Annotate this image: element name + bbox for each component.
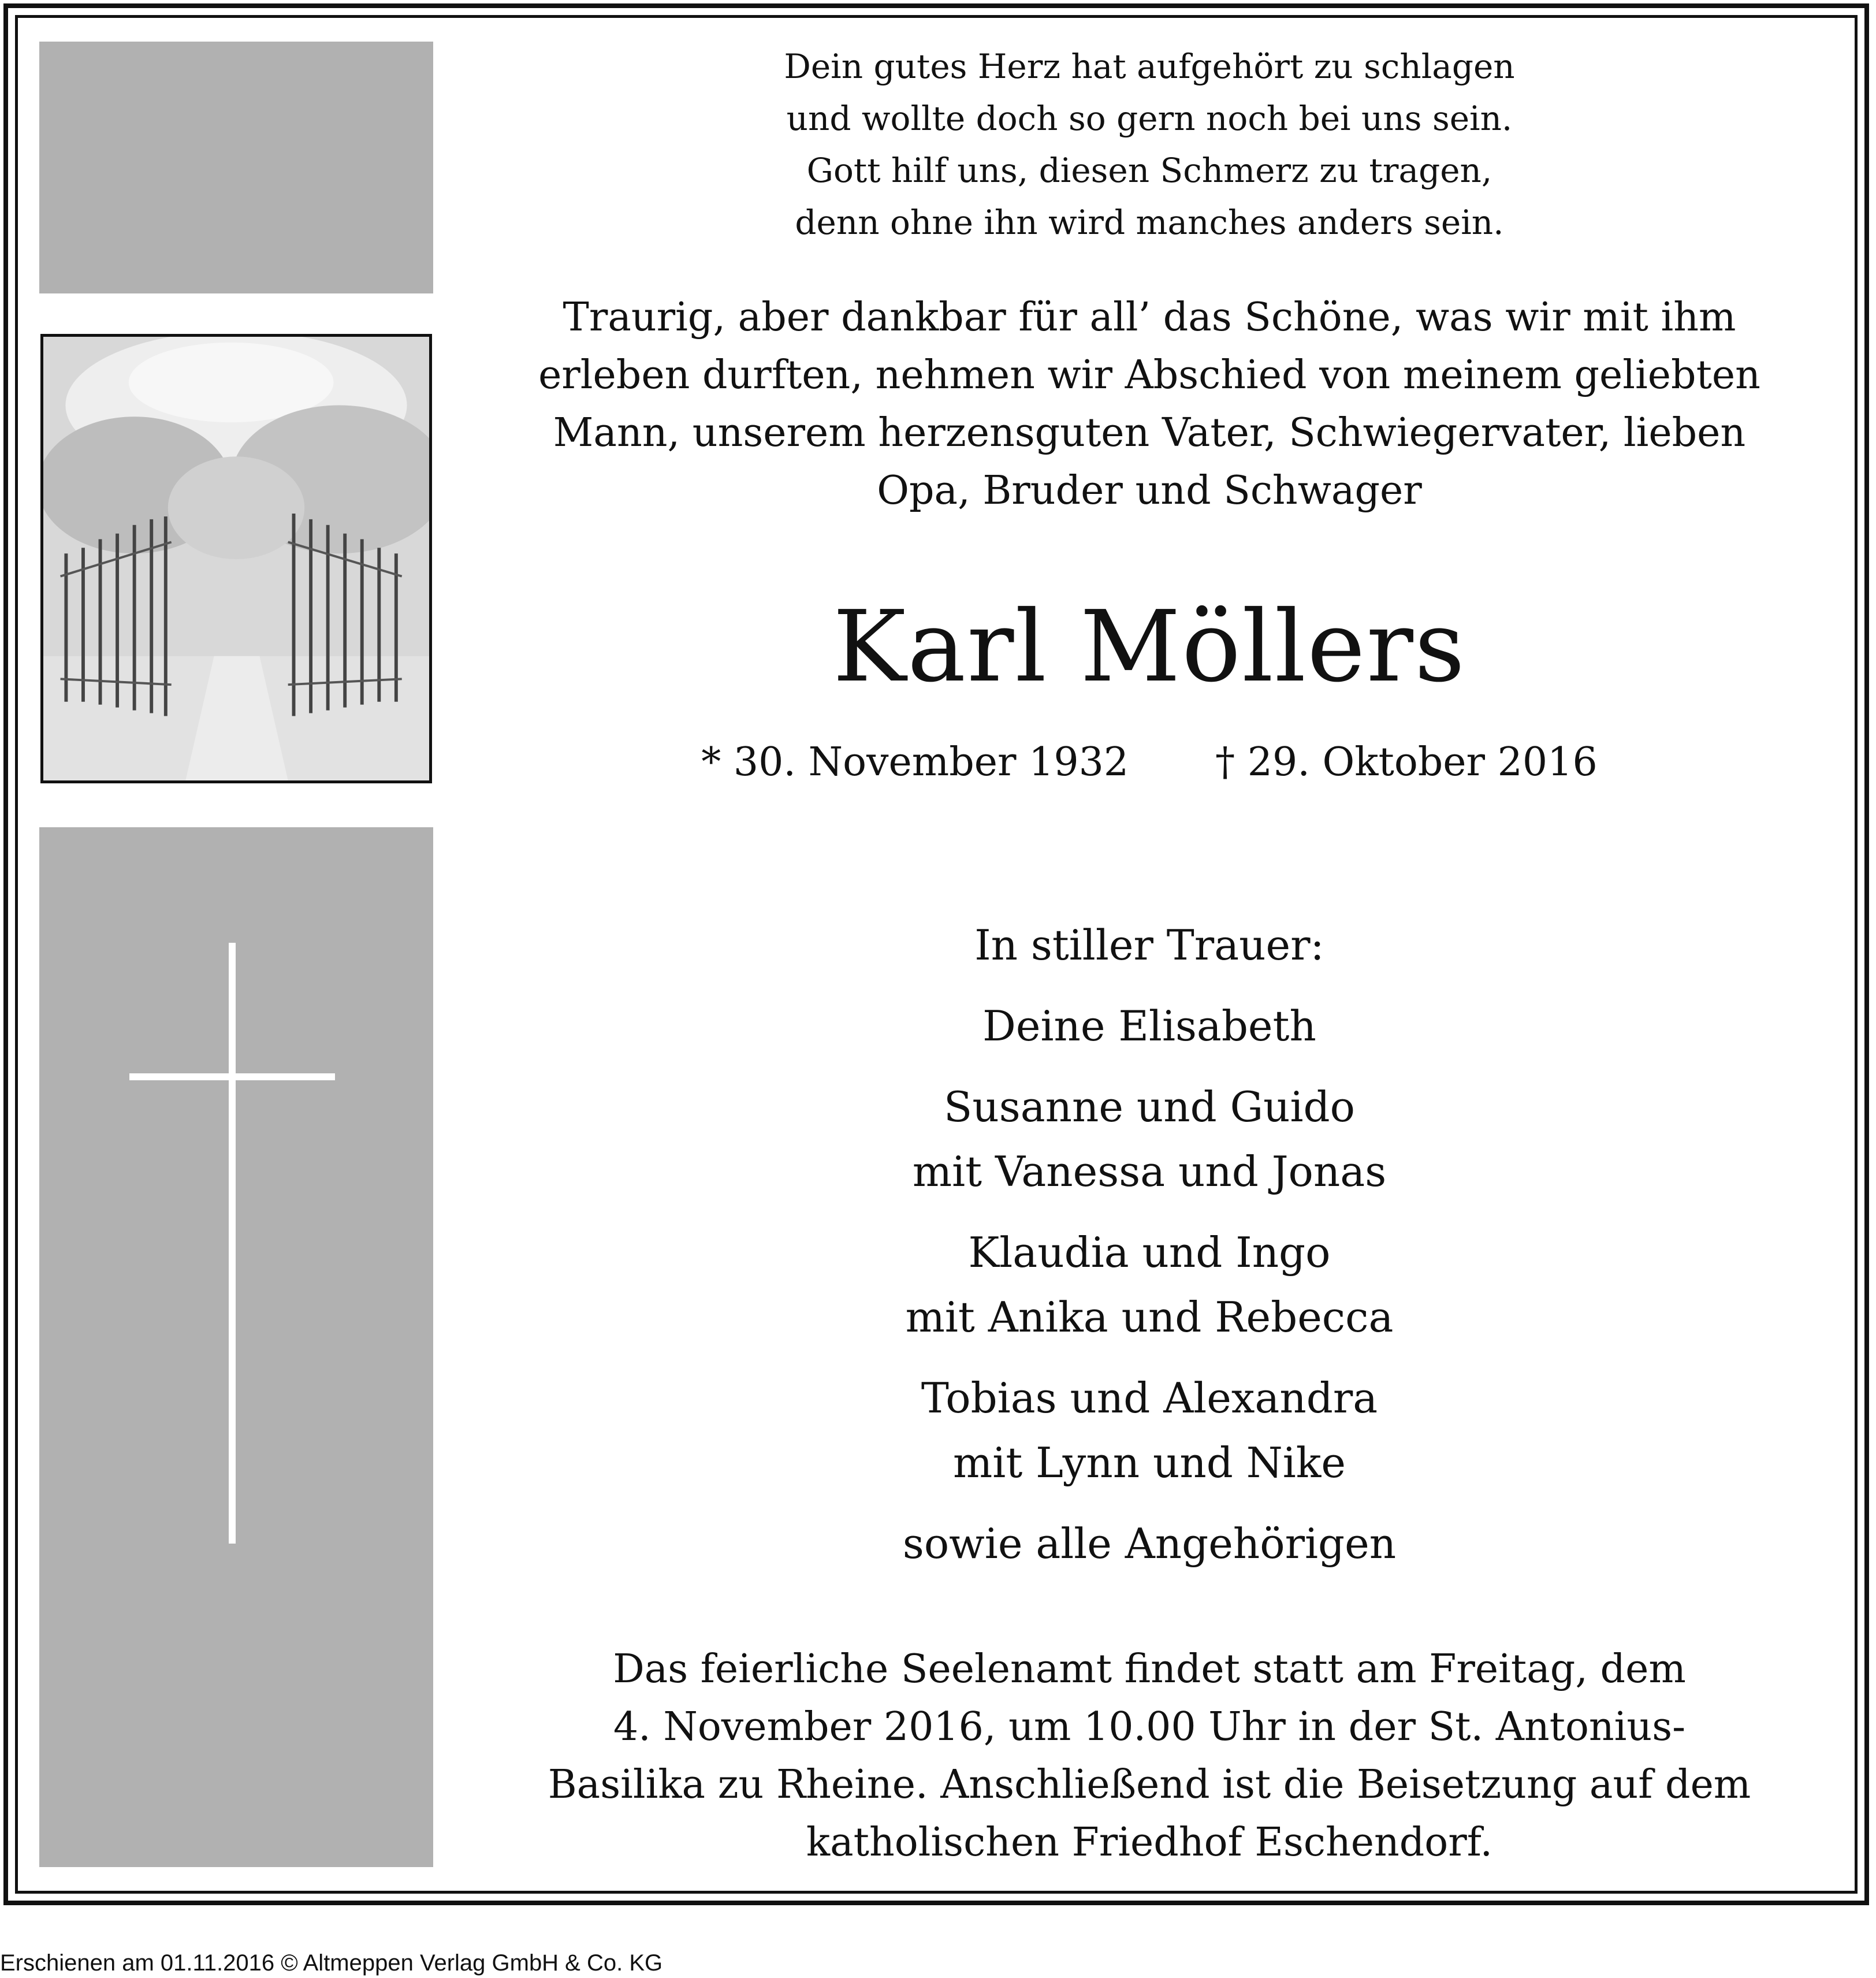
mourners-heading: In stiller Trauer: xyxy=(974,921,1324,969)
mourner-line: Deine Elisabeth xyxy=(982,1002,1316,1050)
mourner-line: Tobias und Alexandra xyxy=(921,1374,1378,1422)
cemetery-gate-image xyxy=(40,334,432,783)
intro-line: Opa, Bruder und Schwager xyxy=(877,468,1422,514)
cross-horizontal-bar xyxy=(129,1073,335,1080)
cemetery-gate-drawing xyxy=(43,337,429,780)
mourner-group xyxy=(462,1220,1837,1349)
intro-text xyxy=(462,289,1837,520)
mourner-group xyxy=(462,1366,1837,1495)
mourner-line: Susanne und Guido xyxy=(944,1083,1355,1131)
mourners-heading-group xyxy=(462,913,1837,977)
publication-footer: Erschienen am 01.11.2016 © Altmeppen Verlag GmbH & Co. KG xyxy=(0,1950,663,1976)
life-dates xyxy=(462,734,1837,791)
service-line: katholischen Friedhof Eschendorf. xyxy=(806,1820,1493,1865)
service-announcement xyxy=(462,1641,1837,1872)
mourner-line: Klaudia und Ingo xyxy=(968,1228,1331,1277)
service-line: Basilika zu Rheine. Anschließend ist die Beisetzung auf dem xyxy=(548,1762,1751,1808)
mourner-line: mit Lynn und Nike xyxy=(953,1438,1346,1487)
mourner-group xyxy=(462,994,1837,1058)
deceased-name: Karl Möllers xyxy=(832,590,1466,704)
service-line: 4. November 2016, um 10.00 Uhr in der St. Antonius- xyxy=(613,1704,1686,1750)
intro-line: Mann, unserem herzensguten Vater, Schwiegervater, lieben xyxy=(553,410,1746,456)
poem-line: denn ohne ihn wird manches anders sein. xyxy=(795,203,1504,242)
mourners-list xyxy=(462,913,1837,1592)
decorative-gray-panel xyxy=(39,42,433,293)
cross-vertical-bar xyxy=(229,943,236,1544)
poem-line: und wollte doch so gern noch bei uns sein. xyxy=(786,99,1513,138)
poem-line: Dein gutes Herz hat aufgehört zu schlagen xyxy=(784,47,1515,86)
mourner-group xyxy=(462,1511,1837,1576)
mourner-group xyxy=(462,1074,1837,1204)
birth-date: * 30. November 1932 xyxy=(701,739,1129,785)
service-line: Das feierliche Seelenamt findet statt am Freitag, dem xyxy=(613,1646,1686,1692)
intro-line: Traurig, aber dankbar für all’ das Schöne, was wir mit ihm xyxy=(563,295,1736,340)
death-date: † 29. Oktober 2016 xyxy=(1215,739,1598,785)
mourner-line: mit Anika und Rebecca xyxy=(905,1293,1394,1341)
intro-line: erleben durften, nehmen wir Abschied von meinem geliebten xyxy=(538,352,1760,398)
mourner-line: sowie alle Angehörigen xyxy=(902,1519,1397,1568)
poem xyxy=(462,40,1837,248)
mourner-line: mit Vanessa und Jonas xyxy=(912,1147,1387,1196)
cross-panel xyxy=(39,827,433,1867)
poem-line: Gott hilf uns, diesen Schmerz zu tragen, xyxy=(806,151,1492,190)
